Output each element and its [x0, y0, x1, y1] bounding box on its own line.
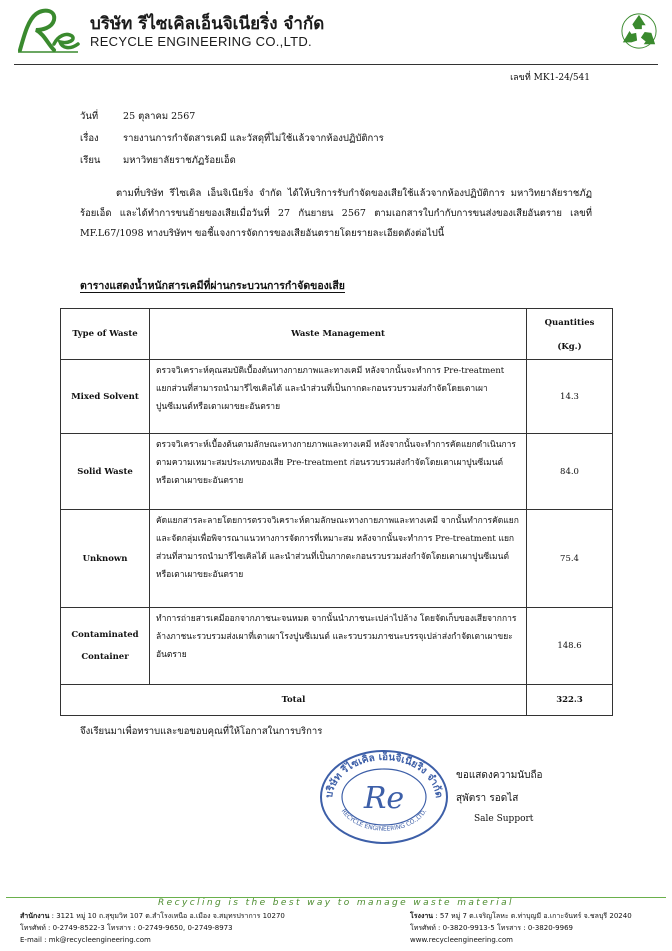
date-value: 25 ตุลาคม 2567 — [123, 111, 196, 122]
waste-table — [60, 308, 613, 716]
office-email: E-mail : mk@recycleengineering.com — [20, 936, 151, 944]
waste-type-line2: Container — [81, 652, 129, 662]
table-title-underline — [80, 292, 345, 293]
table-total-row — [61, 685, 613, 716]
date-line — [80, 109, 195, 124]
office-phone: โทรศัพท์ : 0-2749-8522-3 โทรสาร : 0-2749-9650, 0-2749-8973 — [20, 924, 233, 932]
signature-regards: ขอแสดงความนับถือ — [456, 770, 543, 781]
company-stamp-icon — [318, 748, 450, 846]
footer-slogan — [0, 890, 672, 909]
table-row — [61, 434, 613, 510]
waste-type: Mixed Solvent — [61, 360, 150, 434]
factory-website: www.recycleengineering.com — [410, 936, 513, 944]
header-quantities — [527, 309, 613, 360]
waste-quantity: 75.4 — [527, 510, 613, 608]
table-title: ตารางแสดงน้ำหนักสารเคมีที่ผ่านกระบวนการกำจัดของเสีย — [80, 280, 345, 292]
header-type: Type of Waste — [61, 309, 150, 360]
header-quantities-unit: (Kg.) — [557, 342, 582, 352]
subject-value: รายงานการกำจัดสารเคมี และวัสดุที่ไม่ใช้แล้วจากห้องปฏิบัติการ — [123, 133, 384, 144]
stamp-top-text: บริษัท รีไซเคิล เอ็นจิเนียริ่ง จำกัด — [323, 751, 445, 799]
factory-phone: โทรศัพท์ : 0-3820-9913-5 โทรสาร : 0-3820-9969 — [410, 924, 573, 932]
factory-address: : 57 หมู่ 7 ต.เจริญโลหะ ต.ท่าบุญมี อ.เกาะจันทร์ จ.ชลบุรี 20240 — [435, 912, 632, 920]
header-management: Waste Management — [150, 309, 527, 360]
date-label: วันที่ — [80, 111, 99, 122]
signature-name: สุพัตรา รอดไส — [456, 793, 519, 804]
company-name-english: RECYCLE ENGINEERING CO.,LTD. — [90, 34, 312, 49]
footer-slogan-text: Recycling is the best way to manage waste material — [152, 898, 520, 908]
stamp-mark: Re — [363, 781, 405, 816]
total-label: Total — [61, 685, 527, 716]
recycle-symbol-icon — [620, 12, 658, 50]
total-value: 322.3 — [527, 685, 613, 716]
table-row — [61, 510, 613, 608]
waste-management-desc: คัดแยกสารละลายโดยการตรวจวิเคราะห์ตามลักษณะทางกายภาพและทางเคมี จากนั้นทำการคัดแยกและจัดกลุ่มเพื่อพิจารณาแนวทางการจัดการที่เหมาะสม หลังจากนั้นจะทำการ Pre-treatment แยกส่วนที่สามารถนำมารีไซเคิลได้ และนำส่วนที่เป็นกากตะกอนรวบรวมส่งกำจัดโดยเตาเผาปูนซีเมนต์หรือเตาเผาขยะอันตราย — [150, 510, 527, 608]
body-paragraph — [80, 184, 592, 244]
waste-management-desc: ทำการถ่ายสารเคมีออกจากภาชนะจนหมด จากนั้นนำภาชนะเปล่าไปล้าง โดยจัดเก็บของเสียจากการล้างภาชนะรวบรวมส่งเผาที่เตาเผาโรงปูนซีเมนต์ และรวบรวมภาชนะบรรจุเปล่าส่งกำจัดเตาเผาขยะอันตราย — [150, 608, 527, 685]
waste-type: Unknown — [61, 510, 150, 608]
table-row — [61, 608, 613, 685]
waste-type: Solid Waste — [61, 434, 150, 510]
office-address: : 3121 หมู่ 10 ถ.สุขุมวิท 107 ต.สำโรงเหนือ อ.เมือง จ.สมุทรปราการ 10270 — [51, 912, 285, 920]
factory-address-block — [410, 910, 632, 946]
header-quantities-label: Quantities — [544, 318, 595, 328]
company-logo-icon — [14, 6, 82, 54]
closing-line: จึงเรียนมาเพื่อทราบและขอขอบคุณที่ให้โอกาสในการบริการ — [80, 726, 323, 737]
waste-type — [61, 608, 150, 685]
recipient-line — [80, 153, 236, 168]
document-number: เลขที่ MK1-24/541 — [510, 73, 590, 83]
letterhead — [0, 0, 672, 62]
waste-quantity: 14.3 — [527, 360, 613, 434]
factory-label: โรงงาน — [410, 912, 434, 920]
subject-label: เรื่อง — [80, 133, 99, 144]
office-label: สำนักงาน — [20, 912, 50, 920]
subject-line — [80, 131, 384, 146]
company-name-thai: บริษัท รีไซเคิลเอ็นจิเนียริ่ง จำกัด — [90, 14, 325, 34]
waste-quantity: 84.0 — [527, 434, 613, 510]
stamp-bottom-text: RECYCLE ENGINEERING CO.,LTD. — [339, 807, 429, 833]
office-address-block — [20, 910, 285, 946]
table-row — [61, 360, 613, 434]
waste-quantity: 148.6 — [527, 608, 613, 685]
table-header-row — [61, 309, 613, 360]
signature-position: Sale Support — [474, 814, 534, 824]
waste-management-desc: ตรวจวิเคราะห์คุณสมบัติเบื้องต้นทางกายภาพและทางเคมี หลังจากนั้นจะทำการ Pre-treatment แยกส่วนที่สามารถนำมารีไซเคิลได้ และนำส่วนที่เป็นกากตะกอนรวบรวมส่งกำจัดโดยเตาเผาปูนซีเมนต์หรือเตาเผาขยะอันตราย — [150, 360, 527, 434]
recipient-value: มหาวิทยาลัยราชภัฏร้อยเอ็ด — [123, 155, 236, 166]
waste-type-line1: Contaminated — [71, 630, 139, 640]
body-paragraph-text: ตามที่บริษัท รีไซเคิล เอ็นจิเนียริ่ง จำกัด ได้ให้บริการรับกำจัดของเสียใช้แล้วจากห้องปฏิบัติการ มหาวิทยาลัยราชภัฏร้อยเอ็ด และได้ทำการขนย้ายของเสียเมื่อวันที่ 27 กันยายน 2567 ตามเอกสารใบกำกับการขนส่งของเสียอันตราย เลขที่ MF.L67/1098 ทางบริษัทฯ ขอชี้แจงการจัดการของเสียอันตรายโดยรายละเอียดดังต่อไปนี้ — [80, 188, 592, 239]
header-divider — [14, 64, 658, 65]
waste-management-desc: ตรวจวิเคราะห์เบื้องต้นตามลักษณะทางกายภาพและทางเคมี หลังจากนั้นจะทำการคัดแยกดำเนินการตามความเหมาะสมประเภทของเสีย Pre-treatment ก่อนรวบรวมส่งกำจัดโดยเตาเผาปูนซีเมนต์ หรือเตาเผาขยะอันตราย — [150, 434, 527, 510]
recipient-label: เรียน — [80, 155, 101, 166]
